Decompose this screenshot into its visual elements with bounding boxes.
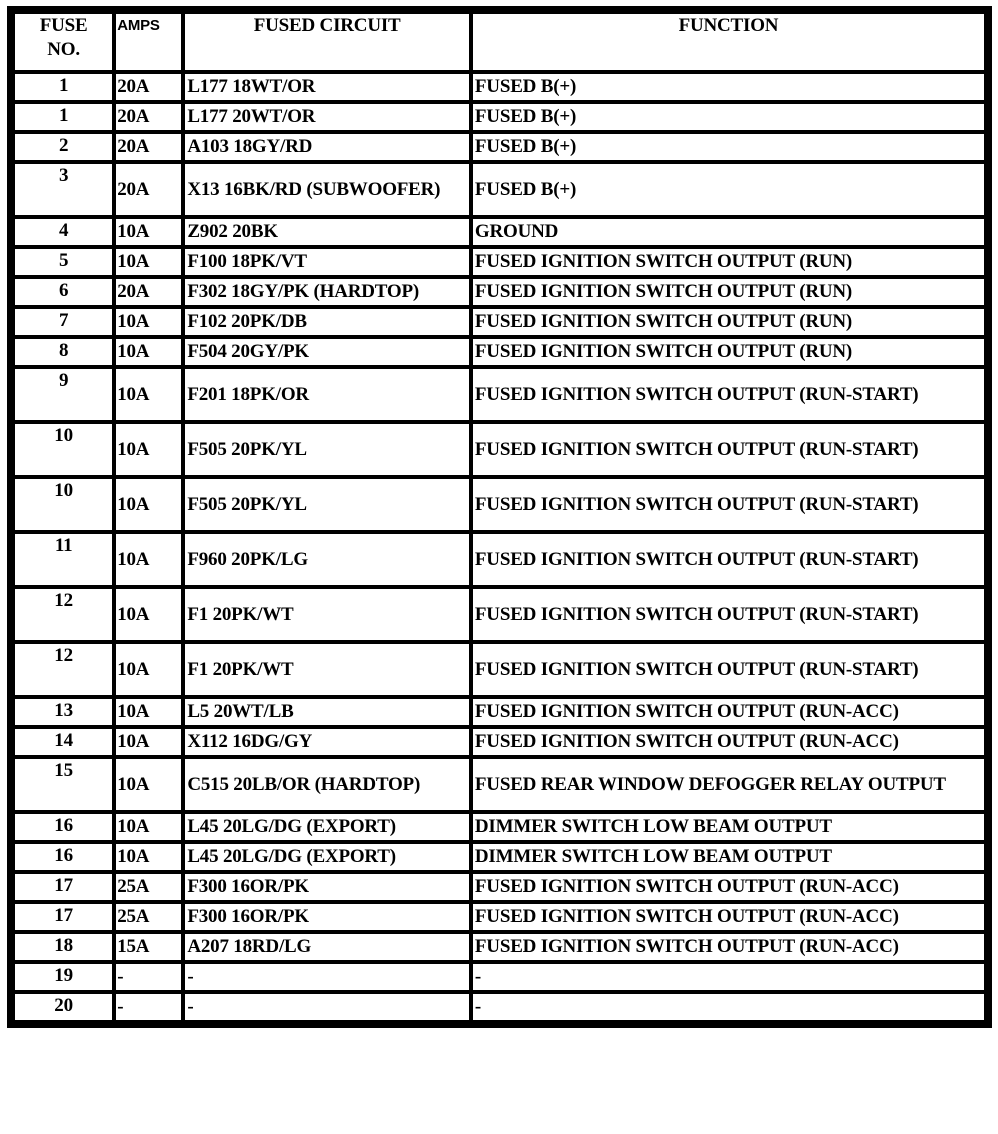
fuse-number-cell: 16 <box>15 814 112 840</box>
table-row <box>15 534 984 585</box>
circuit-cell: A103 18GY/RD <box>185 134 469 160</box>
amps-cell: 20A <box>116 164 181 215</box>
table-row <box>15 369 984 420</box>
amps-cell: 10A <box>116 644 181 695</box>
amps-cell: 10A <box>116 249 181 275</box>
function-cell: FUSED IGNITION SWITCH OUTPUT (RUN-START) <box>473 479 984 530</box>
function-cell: FUSED IGNITION SWITCH OUTPUT (RUN-ACC) <box>473 874 984 900</box>
circuit-cell: F100 18PK/VT <box>185 249 469 275</box>
amps-cell: - <box>116 964 181 990</box>
amps-cell: 20A <box>116 74 181 100</box>
function-cell: FUSED IGNITION SWITCH OUTPUT (RUN) <box>473 279 984 305</box>
fuse-number-cell: 11 <box>15 534 112 585</box>
table-row <box>15 759 984 810</box>
fuse-number-cell: 17 <box>15 904 112 930</box>
function-cell: - <box>473 994 984 1020</box>
circuit-cell: L45 20LG/DG (EXPORT) <box>185 844 469 870</box>
amps-cell: 10A <box>116 479 181 530</box>
amps-cell: 10A <box>116 814 181 840</box>
circuit-cell: L45 20LG/DG (EXPORT) <box>185 814 469 840</box>
function-cell: FUSED IGNITION SWITCH OUTPUT (RUN-ACC) <box>473 699 984 725</box>
function-cell: FUSED B(+) <box>473 164 984 215</box>
table-row <box>15 279 984 305</box>
amps-cell: 10A <box>116 759 181 810</box>
table-row <box>15 134 984 160</box>
amps-cell: 10A <box>116 424 181 475</box>
fuse-number-cell: 3 <box>15 164 112 215</box>
fuse-number-cell: 16 <box>15 844 112 870</box>
circuit-cell: Z902 20BK <box>185 219 469 245</box>
circuit-cell: F300 16OR/PK <box>185 904 469 930</box>
fuse-number-cell: 10 <box>15 424 112 475</box>
function-cell: FUSED IGNITION SWITCH OUTPUT (RUN-START) <box>473 534 984 585</box>
function-cell: FUSED IGNITION SWITCH OUTPUT (RUN-START) <box>473 424 984 475</box>
amps-cell: 10A <box>116 309 181 335</box>
table-row <box>15 589 984 640</box>
fuse-number-cell: 7 <box>15 309 112 335</box>
table-row <box>15 934 984 960</box>
table-row <box>15 164 984 215</box>
amps-cell: - <box>116 994 181 1020</box>
table-row <box>15 219 984 245</box>
amps-cell: 25A <box>116 904 181 930</box>
circuit-cell: F505 20PK/YL <box>185 424 469 475</box>
circuit-cell: F505 20PK/YL <box>185 479 469 530</box>
amps-cell: 10A <box>116 534 181 585</box>
function-cell: - <box>473 964 984 990</box>
amps-cell: 25A <box>116 874 181 900</box>
amps-cell: 10A <box>116 219 181 245</box>
function-cell: FUSED B(+) <box>473 74 984 100</box>
table-row <box>15 424 984 475</box>
amps-cell: 10A <box>116 369 181 420</box>
circuit-cell: F1 20PK/WT <box>185 589 469 640</box>
function-cell: FUSED IGNITION SWITCH OUTPUT (RUN-START) <box>473 369 984 420</box>
table-row <box>15 814 984 840</box>
fuse-number-cell: 13 <box>15 699 112 725</box>
circuit-cell: L177 18WT/OR <box>185 74 469 100</box>
fuse-table <box>7 6 992 1028</box>
function-cell: FUSED IGNITION SWITCH OUTPUT (RUN-ACC) <box>473 729 984 755</box>
function-cell: FUSED REAR WINDOW DEFOGGER RELAY OUTPUT <box>473 759 984 810</box>
table-row <box>15 964 984 990</box>
function-cell: DIMMER SWITCH LOW BEAM OUTPUT <box>473 844 984 870</box>
table-row <box>15 729 984 755</box>
function-cell: FUSED IGNITION SWITCH OUTPUT (RUN-START) <box>473 589 984 640</box>
fuse-number-cell: 10 <box>15 479 112 530</box>
function-cell: GROUND <box>473 219 984 245</box>
table-row <box>15 309 984 335</box>
function-cell: FUSED IGNITION SWITCH OUTPUT (RUN) <box>473 249 984 275</box>
function-cell: FUSED IGNITION SWITCH OUTPUT (RUN-START) <box>473 644 984 695</box>
fuse-number-cell: 17 <box>15 874 112 900</box>
amps-cell: 15A <box>116 934 181 960</box>
table-row <box>15 479 984 530</box>
amps-cell: 10A <box>116 699 181 725</box>
function-cell: FUSED B(+) <box>473 104 984 130</box>
fuse-number-cell: 19 <box>15 964 112 990</box>
circuit-cell: L5 20WT/LB <box>185 699 469 725</box>
circuit-cell: F201 18PK/OR <box>185 369 469 420</box>
amps-cell: 10A <box>116 729 181 755</box>
table-row <box>15 699 984 725</box>
table-row <box>15 249 984 275</box>
circuit-cell: - <box>185 964 469 990</box>
function-cell: FUSED IGNITION SWITCH OUTPUT (RUN) <box>473 339 984 365</box>
table-row <box>15 994 984 1020</box>
circuit-cell: F504 20GY/PK <box>185 339 469 365</box>
circuit-cell: X13 16BK/RD (SUBWOOFER) <box>185 164 469 215</box>
fuse-number-cell: 15 <box>15 759 112 810</box>
table-row <box>15 904 984 930</box>
fuse-number-cell: 4 <box>15 219 112 245</box>
header-function: FUNCTION <box>473 14 984 70</box>
table-row <box>15 339 984 365</box>
table-row <box>15 74 984 100</box>
amps-cell: 20A <box>116 279 181 305</box>
header-amps: AMPS <box>116 14 181 70</box>
amps-cell: 10A <box>116 844 181 870</box>
header-row <box>15 14 984 70</box>
fuse-number-cell: 9 <box>15 369 112 420</box>
function-cell: FUSED IGNITION SWITCH OUTPUT (RUN-ACC) <box>473 904 984 930</box>
function-cell: FUSED IGNITION SWITCH OUTPUT (RUN) <box>473 309 984 335</box>
fuse-number-cell: 1 <box>15 104 112 130</box>
function-cell: FUSED B(+) <box>473 134 984 160</box>
fuse-number-cell: 12 <box>15 589 112 640</box>
circuit-cell: - <box>185 994 469 1020</box>
amps-cell: 20A <box>116 134 181 160</box>
function-cell: DIMMER SWITCH LOW BEAM OUTPUT <box>473 814 984 840</box>
fuse-number-cell: 2 <box>15 134 112 160</box>
circuit-cell: C515 20LB/OR (HARDTOP) <box>185 759 469 810</box>
fuse-number-cell: 5 <box>15 249 112 275</box>
fuse-number-cell: 14 <box>15 729 112 755</box>
amps-cell: 10A <box>116 589 181 640</box>
table-row <box>15 874 984 900</box>
amps-cell: 10A <box>116 339 181 365</box>
header-fused-circuit: FUSED CIRCUIT <box>185 14 469 70</box>
function-cell: FUSED IGNITION SWITCH OUTPUT (RUN-ACC) <box>473 934 984 960</box>
header-fuse-no: FUSE NO. <box>15 14 112 70</box>
table-row <box>15 844 984 870</box>
circuit-cell: F302 18GY/PK (HARDTOP) <box>185 279 469 305</box>
amps-cell: 20A <box>116 104 181 130</box>
fuse-number-cell: 12 <box>15 644 112 695</box>
circuit-cell: F960 20PK/LG <box>185 534 469 585</box>
fuse-number-cell: 18 <box>15 934 112 960</box>
table-row <box>15 644 984 695</box>
fuse-number-cell: 8 <box>15 339 112 365</box>
circuit-cell: A207 18RD/LG <box>185 934 469 960</box>
fuse-number-cell: 20 <box>15 994 112 1020</box>
circuit-cell: F1 20PK/WT <box>185 644 469 695</box>
fuse-number-cell: 6 <box>15 279 112 305</box>
table-row <box>15 104 984 130</box>
fuse-number-cell: 1 <box>15 74 112 100</box>
circuit-cell: F102 20PK/DB <box>185 309 469 335</box>
circuit-cell: L177 20WT/OR <box>185 104 469 130</box>
circuit-cell: F300 16OR/PK <box>185 874 469 900</box>
circuit-cell: X112 16DG/GY <box>185 729 469 755</box>
